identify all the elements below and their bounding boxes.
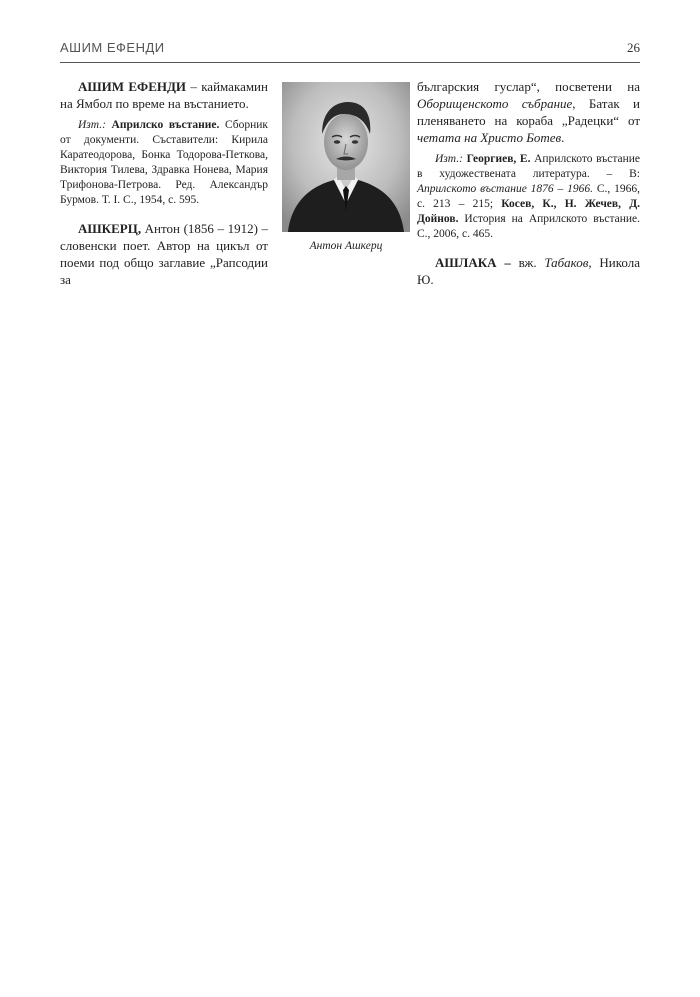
text: . xyxy=(561,130,565,145)
page-number: 26 xyxy=(627,40,640,55)
right-column xyxy=(417,78,640,288)
photo-block xyxy=(282,82,410,252)
source-label: Изт.: xyxy=(78,119,106,131)
left-column xyxy=(60,78,268,288)
source-note xyxy=(60,118,268,208)
entry-text: Антон (1856 – 1912) – словенски поет. Автор на цикъл от поеми под общо заглавие „Рапсодии за xyxy=(60,221,268,287)
text: вж. xyxy=(510,255,545,270)
source-note xyxy=(417,152,640,242)
text: Априлското въстание в художествената литература. – В: xyxy=(417,153,641,180)
entry-head: АШКЕРЦ, xyxy=(78,221,142,236)
source-label: Изт.: xyxy=(435,153,463,165)
italic-text: четата на Христо Ботев xyxy=(417,130,562,145)
text: , Батак и пленяването на кораба „Радецки“ от xyxy=(417,96,640,128)
source-author: Косев, К., Н. Жечев, Д. Дойнов. xyxy=(417,198,640,225)
running-title: АШИМ ЕФЕНДИ xyxy=(60,40,165,55)
running-head xyxy=(60,38,640,63)
entry-continuation xyxy=(417,78,640,146)
source-text: Сборник от документи. Съставители: Кирила Каратеодорова, Бонка Тодорова-Петкова, Виктория Тилева, Здравка Нонева, Мария Трифонова-Петрова. Ред. Александър Бурмов. Т. I. С., 1954, с. 595. xyxy=(60,119,268,206)
source-title: Априлско въстание. xyxy=(105,119,220,131)
entry-head: АШЛАКА – xyxy=(435,255,511,270)
text: История на Априлското въстание. С., 2006, с. 465. xyxy=(417,213,640,240)
entry-ashkerts xyxy=(60,220,268,288)
entry-ashim-efendi xyxy=(60,78,268,112)
text: С., 1966, с. 213 – 215; xyxy=(417,183,641,210)
photo-caption: Антон Ашкерц xyxy=(309,240,383,252)
source-author: Георгиев, Е. xyxy=(462,153,531,165)
text: , Никола Ю. xyxy=(417,255,640,287)
entry-text: – каймакамин на Ямбол по време на въстанието. xyxy=(60,79,268,111)
entry-ashlaka xyxy=(417,254,640,288)
cross-reference-link[interactable]: Табаков xyxy=(544,255,589,270)
italic-text: Оборищенското събрание xyxy=(417,96,573,111)
portrait-photo xyxy=(282,82,410,232)
text: българския гуслар“, посветени на xyxy=(417,79,640,94)
entry-head: АШИМ ЕФЕНДИ xyxy=(78,79,187,94)
italic-text: Априлското въстание 1876 – 1966. xyxy=(417,183,593,195)
